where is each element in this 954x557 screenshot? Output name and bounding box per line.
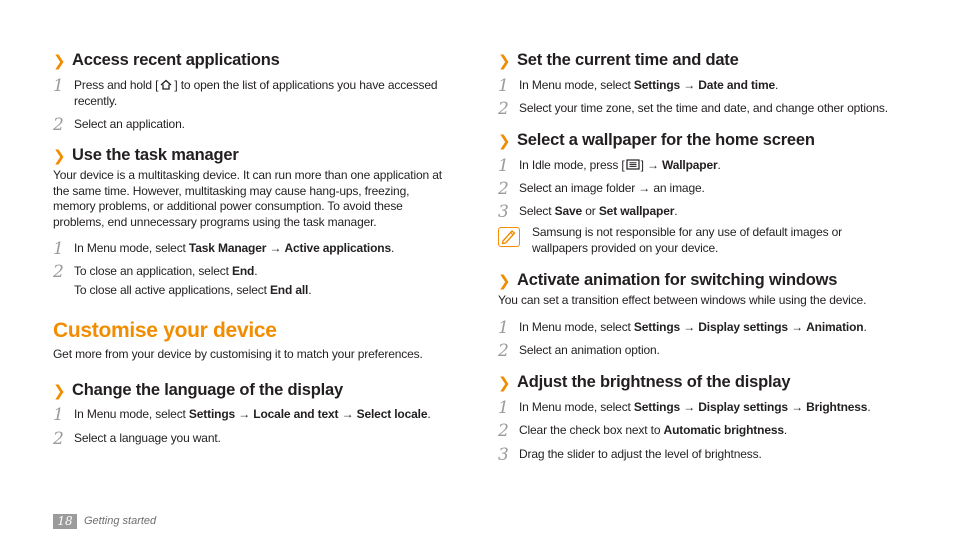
- chapter-title: Customise your device: [53, 319, 277, 342]
- menu-path-item: Wallpaper: [661, 158, 718, 172]
- period: .: [391, 241, 395, 255]
- step-number: 3: [498, 445, 509, 465]
- menu-key-icon: [626, 159, 640, 170]
- step-text-part: In Menu mode, select: [519, 320, 634, 334]
- step-text-part: Select: [519, 204, 555, 218]
- step-text: Select your time zone, set the time and date, and change other options.: [519, 101, 888, 115]
- step-text: [519, 423, 787, 439]
- note-text: Samsung is not responsible for any use of default images or: [532, 225, 842, 239]
- step-number: 2: [498, 341, 509, 361]
- step-number: 3: [498, 202, 509, 222]
- chevron-right-icon: ❯: [53, 382, 66, 400]
- arrow: →: [266, 241, 285, 255]
- menu-path-item: Animation: [806, 320, 864, 334]
- arrow: →: [787, 320, 807, 334]
- step-number: 1: [498, 398, 509, 418]
- step-text-cont: [74, 283, 311, 299]
- step-text-part: In Menu mode, select: [74, 407, 189, 421]
- chevron-right-icon: ❯: [498, 52, 511, 70]
- section-title-animation: [498, 271, 837, 290]
- step-number: 1: [53, 239, 64, 259]
- step-text: [519, 204, 677, 220]
- menu-path-item: Automatic brightness: [663, 423, 784, 437]
- step-number: 2: [53, 429, 64, 449]
- menu-path-item: Select locale: [356, 407, 428, 421]
- section-title-text: Adjust the brightness of the display: [517, 373, 791, 391]
- section-title-text: Use the task manager: [72, 146, 239, 164]
- chevron-right-icon: ❯: [53, 147, 66, 165]
- arrow: →: [680, 400, 699, 414]
- step-text-part: In Menu mode, select: [519, 400, 634, 414]
- section-title-wallpaper: [498, 131, 815, 150]
- step-text: [74, 407, 431, 423]
- step-number: 2: [498, 179, 509, 199]
- menu-path-item: Task Manager: [188, 241, 267, 255]
- chevron-right-icon: ❯: [53, 52, 66, 70]
- step-text-part: In Menu mode, select: [519, 78, 634, 92]
- step-text-part: or: [582, 204, 599, 218]
- period: .: [254, 264, 258, 278]
- step-number: 2: [498, 421, 509, 441]
- step-text: [519, 158, 721, 174]
- menu-path-item: End all: [269, 283, 309, 297]
- section-title-language: [53, 381, 343, 400]
- menu-path-item: Display settings: [698, 400, 788, 414]
- menu-path-item: Locale and text: [253, 407, 339, 421]
- step-text: [519, 400, 871, 416]
- period: .: [775, 78, 779, 92]
- step-number: 2: [53, 262, 64, 282]
- menu-path-item: End: [231, 264, 255, 278]
- menu-path-item: Save: [554, 204, 583, 218]
- animation-intro: You can set a transition effect between windows while using the device.: [498, 293, 867, 307]
- footer-section-label: Getting started: [84, 515, 157, 527]
- section-title-text: Access recent applications: [72, 51, 280, 69]
- menu-path-item: Active applications: [284, 241, 391, 255]
- period: .: [427, 407, 431, 421]
- section-title-brightness: [498, 373, 790, 392]
- period: .: [674, 204, 678, 218]
- step-text: [74, 264, 257, 280]
- task-paragraph: Your device is a multitasking device. It can run more than one application at the same time. However, multitasking may cause hang-ups, freezing, memory problems, or additional power consumption. To avoid these problems, end unnecessary programs using the task manager.: [53, 168, 442, 229]
- chevron-right-icon: ❯: [498, 272, 511, 290]
- section-title-task: [53, 146, 239, 165]
- step-number: 2: [498, 99, 509, 119]
- arrow: →: [235, 407, 254, 421]
- step-text: Select an animation option.: [519, 343, 660, 357]
- period: .: [717, 158, 721, 172]
- step-text-part: ] to open the list of applications you have accessed: [174, 78, 438, 92]
- section-title-text: Change the language of the display: [72, 381, 343, 399]
- section-title-text: Activate animation for switching windows: [517, 271, 838, 289]
- home-key-icon: [159, 79, 173, 90]
- step-number: 1: [498, 76, 509, 96]
- chevron-right-icon: ❯: [498, 132, 511, 150]
- menu-path-item: Date and time: [698, 78, 776, 92]
- chapter-intro: Get more from your device by customising it to match your preferences.: [53, 347, 423, 361]
- step-text-part: In Menu mode, select: [74, 241, 189, 255]
- period: .: [867, 400, 871, 414]
- menu-path-item: Settings: [188, 407, 236, 421]
- section-title-recent: [53, 51, 280, 70]
- step-number: 1: [498, 318, 509, 338]
- step-text-part: To close all active applications, select: [74, 283, 270, 297]
- step-text: [74, 78, 437, 94]
- step-text-part: Clear the check box next to: [519, 423, 664, 437]
- step-text: Select a language you want.: [74, 431, 221, 445]
- step-text: Select an image folder → an image.: [519, 181, 705, 195]
- note-text: wallpapers provided on your device.: [532, 240, 719, 255]
- menu-path-item: Display settings: [698, 320, 788, 334]
- step-text: [74, 241, 394, 257]
- step-text-part: To close an application, select: [74, 264, 232, 278]
- arrow: →: [787, 400, 807, 414]
- section-title-time: [498, 51, 739, 70]
- step-text: [519, 78, 778, 94]
- page-number: 18: [53, 514, 77, 529]
- step-number: 1: [498, 156, 509, 176]
- menu-path-item: Set wallpaper: [598, 204, 675, 218]
- chevron-right-icon: ❯: [498, 374, 511, 392]
- menu-path-item: Settings: [633, 400, 681, 414]
- period: .: [308, 283, 312, 297]
- menu-path-item: Brightness: [806, 400, 868, 414]
- step-text: Drag the slider to adjust the level of brightness.: [519, 447, 762, 461]
- step-text-part: In Idle mode, press [: [519, 158, 625, 172]
- note-pencil-icon: [498, 227, 520, 247]
- step-number: 1: [53, 76, 64, 96]
- step-text-cont: recently.: [74, 93, 118, 108]
- menu-path-item: Settings: [633, 78, 681, 92]
- step-text: Select an application.: [74, 117, 185, 131]
- step-number: 2: [53, 115, 64, 135]
- menu-path-item: Settings: [633, 320, 681, 334]
- note-box: [498, 225, 908, 259]
- arrow: →: [680, 320, 699, 334]
- step-text-part: ] →: [640, 158, 662, 172]
- step-text: [519, 320, 867, 336]
- step-number: 1: [53, 405, 64, 425]
- section-title-text: Select a wallpaper for the home screen: [517, 131, 815, 149]
- step-text-part: Press and hold [: [74, 78, 159, 92]
- period: .: [863, 320, 867, 334]
- section-title-text: Set the current time and date: [517, 51, 739, 69]
- period: .: [783, 423, 788, 437]
- arrow: →: [680, 78, 699, 92]
- arrow: →: [338, 407, 357, 421]
